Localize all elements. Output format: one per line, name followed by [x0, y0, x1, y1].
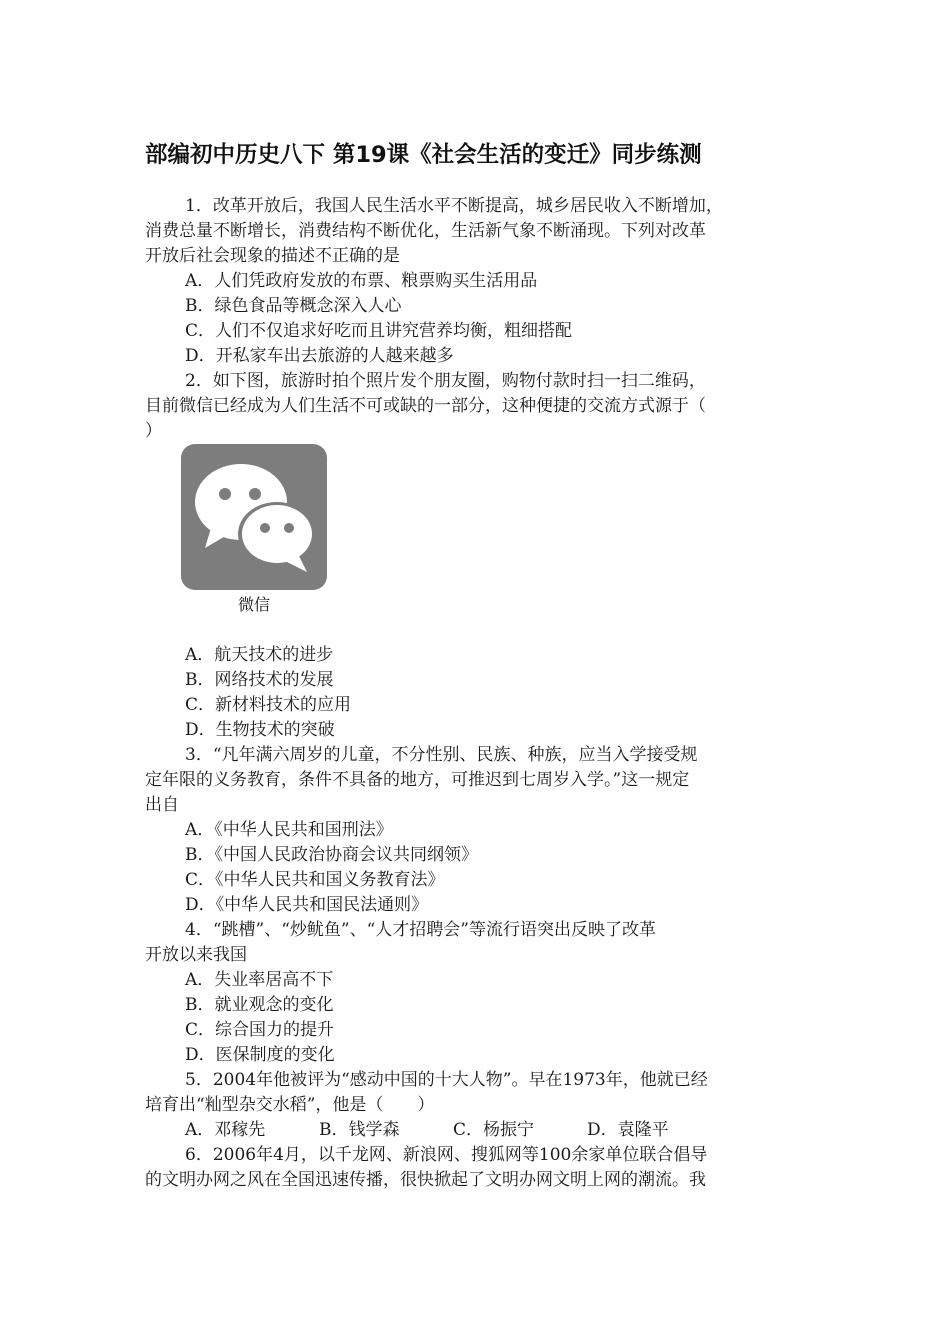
q5-option-b: B．钱学森 — [319, 1120, 400, 1140]
q2-line3: ） — [145, 421, 162, 441]
q4-option-a: A．失业率居高不下 — [185, 970, 334, 990]
q2-line2: 目前微信已经成为人们生活不可或缺的一部分，这种便捷的交流方式源于（ — [145, 396, 706, 416]
q4-option-b: B．就业观念的变化 — [185, 995, 334, 1015]
q5-line2: 培育出“籼型杂交水稻”，他是（ ） — [145, 1095, 435, 1115]
wechat-caption: 微信 — [237, 595, 270, 614]
wechat-bubbles-icon — [181, 444, 327, 590]
q1-line1: 1．改革开放后，我国人民生活水平不断提高，城乡居民收入不断增加， — [185, 196, 723, 216]
q1-line2: 消费总量不断增长，消费结构不断优化，生活新气象不断涌现。下列对改革 — [145, 221, 706, 241]
q1-option-b: B．绿色食品等概念深入人心 — [185, 296, 402, 316]
q5-options — [185, 1118, 875, 1143]
q1-option-a: A．人们凭政府发放的布票、粮票购买生活用品 — [185, 271, 538, 291]
q2-option-d: D．生物技术的突破 — [185, 720, 335, 740]
page-title: 部编初中历史八下 第19课《社会生活的变迁》同步练测 — [145, 142, 702, 168]
q6-line2: 的文明办网之风在全国迅速传播，很快掀起了文明办网文明上网的潮流。我 — [145, 1170, 706, 1190]
q1-option-d: D．开私家车出去旅游的人越来越多 — [185, 346, 454, 366]
q2-option-c: C．新材料技术的应用 — [185, 695, 352, 715]
q3-option-c: C．《中华人民共和国义务教育法》 — [185, 870, 445, 890]
q1-line3: 开放后社会现象的描述不正确的是 — [145, 246, 400, 266]
q3-option-d: D．《中华人民共和国民法通则》 — [185, 895, 429, 915]
q4-line2: 开放以来我国 — [145, 945, 247, 965]
q3-line3: 出自 — [145, 795, 179, 815]
q5-option-d: D．袁隆平 — [587, 1120, 669, 1140]
q1-option-c: C．人们不仅追求好吃而且讲究营养均衡，粗细搭配 — [185, 321, 573, 341]
q4-option-d: D．医保制度的变化 — [185, 1045, 335, 1065]
q4-option-c: C．综合国力的提升 — [185, 1020, 335, 1040]
q4-line1: 4．“跳槽”、“炒鱿鱼”、“人才招聘会”等流行语突出反映了改革 — [185, 920, 656, 940]
q5-option-c: C．杨振宁 — [453, 1120, 535, 1140]
q2-line1: 2．如下图，旅游时拍个照片发个朋友圈，购物付款时扫一扫二维码， — [185, 371, 706, 391]
q6-line1: 6．2006年4月，以千龙网、新浪网、搜狐网等100余家单位联合倡导 — [185, 1145, 708, 1165]
q3-line1: 3．“凡年满六周岁的儿童，不分性别、民族、种族，应当入学接受规 — [185, 745, 698, 765]
q5-option-a: A．邓稼先 — [185, 1120, 266, 1140]
q3-line2: 定年限的义务教育，条件不具备的地方，可推迟到七周岁入学。”这一规定 — [145, 770, 690, 790]
q3-option-b: B．《中国人民政治协商会议共同纲领》 — [185, 845, 478, 865]
q2-option-b: B．网络技术的发展 — [185, 670, 334, 690]
q5-line1: 5．2004年他被评为“感动中国的十大人物”。早在1973年，他就已经 — [185, 1070, 708, 1090]
q3-option-a: A．《中华人民共和国刑法》 — [185, 820, 393, 840]
q2-option-a: A．航天技术的进步 — [185, 645, 334, 665]
wechat-icon — [181, 444, 327, 590]
